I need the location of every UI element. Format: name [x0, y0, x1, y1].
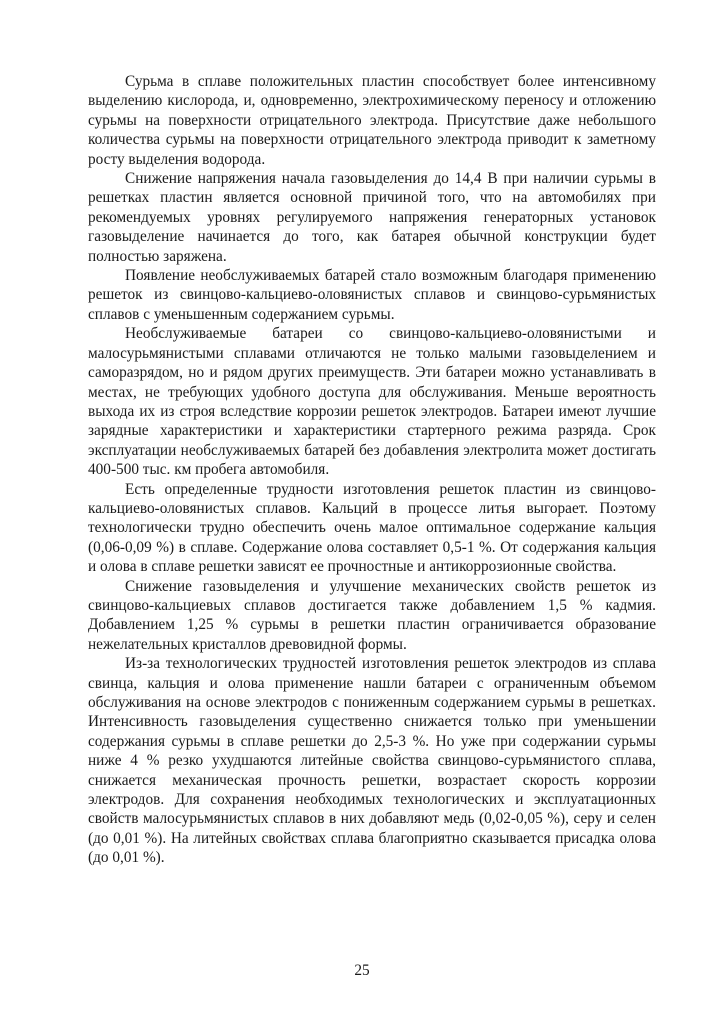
page-number: 25	[354, 962, 370, 979]
body-text	[88, 72, 656, 868]
paragraph-calcium-difficulties: Есть определенные трудности изготовления решеток пластин из свинцово-кальциево-оловянистых сплавов. Кальций в процессе литья выгорает. Поэтому технологически трудно обеспечить очень малое оптимальное содержание кальция (0,06-0,09 %) в сплаве. Содержание олова составляет 0,5-1 %. От содержания кальция и олова в сплаве решетки зависят ее прочностные и антикоррозионные свойства.	[88, 480, 656, 576]
paragraph-maintenance-free-advantages: Необслуживаемые батареи со свинцово-кальциево-оловянистыми и малосурьмянистыми сплавами отличаются не только малыми газовыделением и саморазрядом, но и рядом других преимуществ. Эти батареи можно устанавливать в местах, не требующих удобного доступа для обслуживания. Меньше вероятность выхода их из строя вследствие коррозии решеток электродов. Батареи имеют лучшие зарядные характеристики и характеристики стартерного режима разряда. Срок эксплуатации необслуживаемых батарей без добавления электролита может достигать 400-500 тыс. км пробега автомобиля.	[88, 325, 656, 479]
paragraph-low-antimony-alloys: Из-за технологических трудностей изготовления решеток электродов из сплава свинца, кальция и олова применение нашли батареи с ограниченным объемом обслуживания на основе электродов с пониженным содержанием сурьмы в решетках. Интенсивность газовыделения существенно снижается только при уменьшении содержания сурьмы в сплаве решетки до 2,5-3 %. Но уже при содержании сурьмы ниже 4 % резко ухудшаются литейные свойства свинцово-сурьмянистого сплава, снижается механическая прочность решетки, возрастает скорость коррозии электродов. Для сохранения необходимых технологических и эксплуатационных свойств малосурьмянистых сплавов в них добавляют медь (0,02-0,05 %), серу и селен (до 0,01 %). На литейных свойствах сплава благоприятно сказывается присадка олова (до 0,01 %).	[88, 655, 656, 867]
paragraph-antimony-oxygen: Сурьма в сплаве положительных пластин способствует более интенсивному выделению кислорода, и, одновременно, электрохимическому переносу и отложению сурьмы на поверхности отрицательного электрода. Присутствие даже небольшого количества сурьмы на поверхности отрицательного электрода приводит к заметному росту выделения водорода.	[88, 73, 656, 168]
paragraph-cadmium-additive: Снижение газовыделения и улучшение механических свойств решеток из свинцово-кальциевых сплавов достигается также добавлением 1,5 % кадмия. Добавлением 1,25 % сурьмы в решетки пластин ограничивается образование нежелательных кристаллов древовидной формы.	[88, 577, 656, 653]
paragraph-gassing-voltage: Снижение напряжения начала газовыделения до 14,4 В при наличии сурьмы в решетках пластин является основной причиной того, что на автомобилях при рекомендуемых уровнях регулируемого напряжения генераторных установок газовыделение начинается до того, как батарея обычной конструкции будет полностью заряжена.	[88, 170, 656, 265]
paragraph-maintenance-free-origin: Появление необслуживаемых батарей стало возможным благодаря применению решеток из свинцово-кальциево-оловянистых сплавов и свинцово-сурьмянистых сплавов с уменьшенным содержанием сурьмы.	[88, 267, 656, 323]
